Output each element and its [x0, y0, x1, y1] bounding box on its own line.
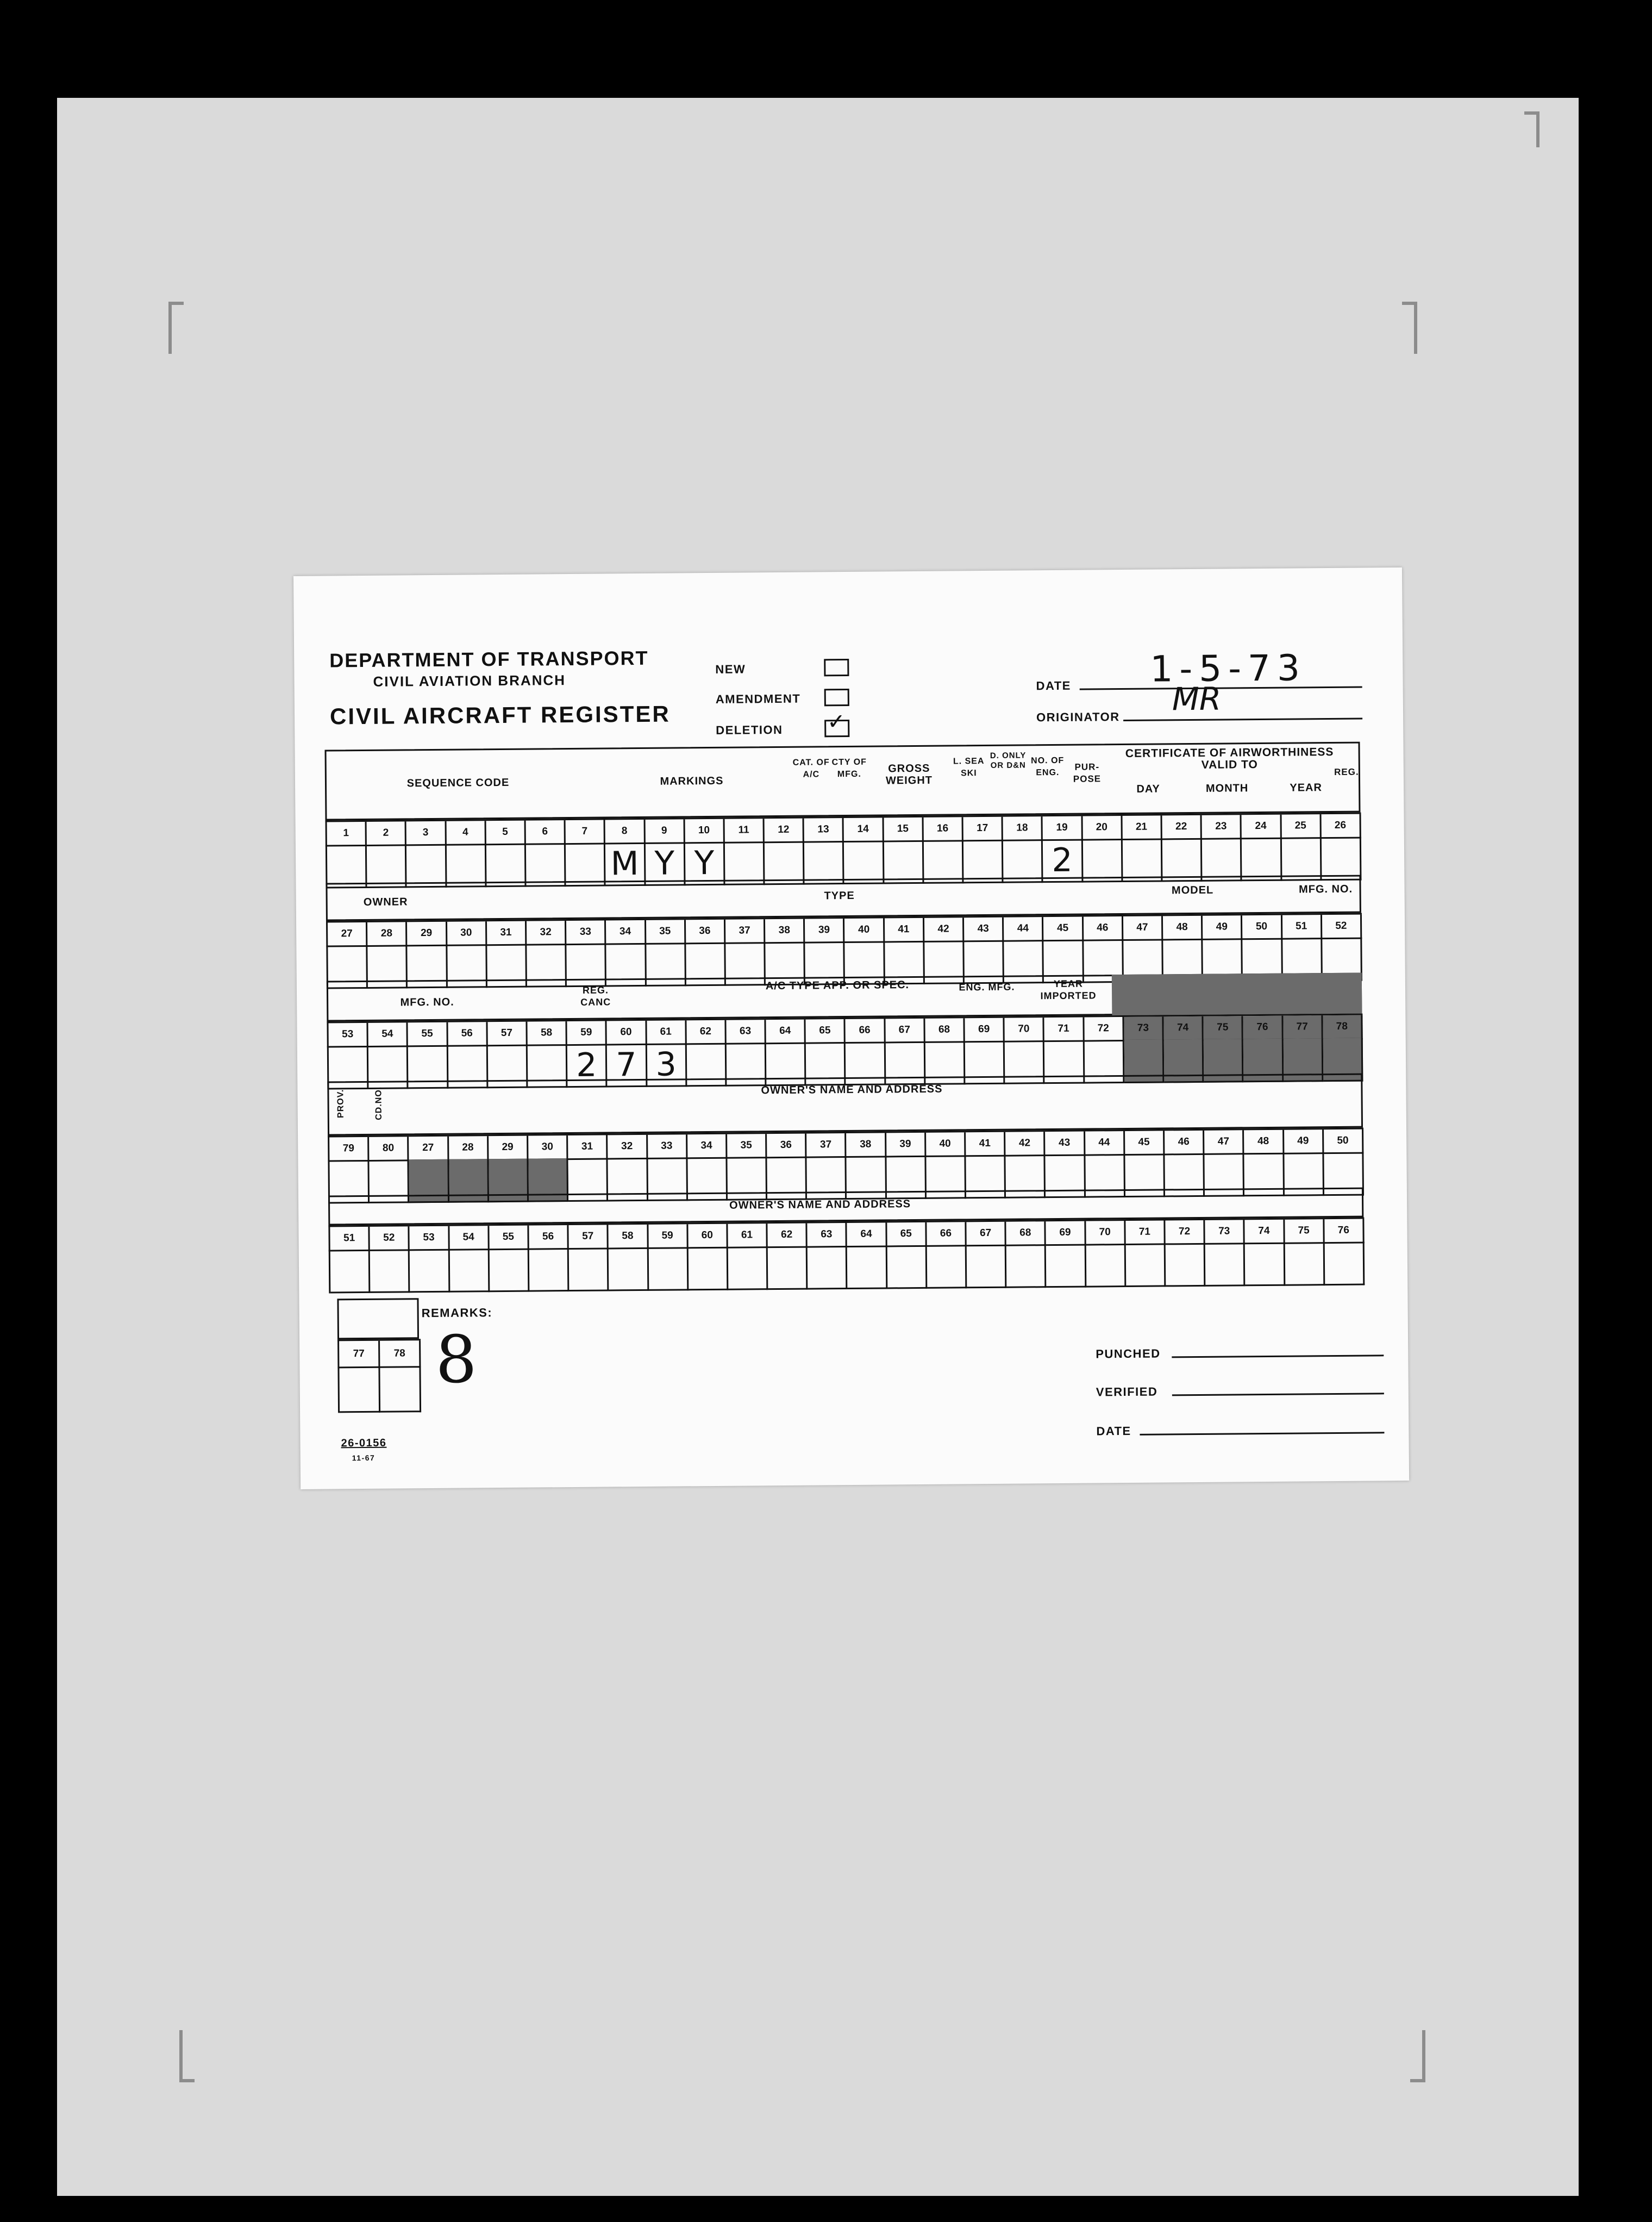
row4-col-number: 48	[1244, 1130, 1284, 1155]
row5-col-number: 61	[728, 1224, 768, 1249]
originator-line	[1123, 718, 1362, 721]
row5-col-number: 53	[410, 1226, 450, 1251]
row3-col-number: 69	[965, 1018, 1005, 1043]
row1-col-number: 4	[446, 821, 486, 846]
row4-col-number: 43	[1045, 1132, 1085, 1157]
row5-col-number: 72	[1165, 1220, 1205, 1245]
row2-col-number: 46	[1084, 916, 1124, 941]
row3-col-number: 56	[448, 1022, 488, 1047]
prov-header: PROV.	[336, 1089, 346, 1119]
row3-col-number: 63	[726, 1020, 766, 1045]
row1-col-number: 20	[1082, 816, 1123, 841]
remarks-box-top	[337, 1298, 419, 1339]
date-label: DATE	[1036, 678, 1071, 693]
row5-col-number: 52	[370, 1226, 410, 1251]
row1-col-number: 26	[1321, 814, 1361, 839]
row5-col-number: 68	[1006, 1221, 1047, 1246]
row2-col-number: 47	[1123, 916, 1163, 941]
row1-entry-cell[interactable]	[963, 840, 1004, 884]
row1-handwritten-entry: Y	[654, 844, 675, 883]
row1-col-number: 17	[963, 817, 1004, 842]
row4-col-number: 35	[727, 1134, 767, 1159]
cty-header: CTY OF MFG.	[831, 757, 867, 779]
row3-col-number: 59	[567, 1021, 608, 1046]
new-checkbox[interactable]	[824, 659, 849, 676]
row3-col-number: 55	[408, 1022, 448, 1047]
row4-col-number: 50	[1324, 1129, 1364, 1154]
row2-col-number: 52	[1322, 915, 1362, 940]
gross-weight-header: GROSS WEIGHT	[885, 762, 933, 787]
footer-number-cells	[337, 1339, 421, 1368]
row4-col-number: 39	[886, 1133, 927, 1158]
row1-entry-cell[interactable]	[725, 841, 765, 885]
crop-mark-top-right	[1402, 302, 1417, 354]
row1-entry-cell[interactable]	[1322, 837, 1362, 881]
row2-col-number: 41	[885, 918, 925, 943]
row5-col-number: 54	[449, 1226, 490, 1251]
row3-handwritten-entry: 2	[575, 1046, 597, 1084]
row5-col-number: 69	[1046, 1221, 1086, 1246]
row5-entry-cell[interactable]	[609, 1247, 649, 1291]
row5-col-number: 62	[767, 1224, 808, 1249]
row1-col-number: 3	[406, 821, 447, 846]
row2-col-number: 49	[1203, 915, 1243, 940]
row5-col-number: 71	[1125, 1220, 1166, 1245]
row4-col-number: 45	[1125, 1131, 1165, 1156]
row3-col-number: 76	[1243, 1016, 1284, 1041]
crop-mark-top-left	[168, 302, 184, 354]
row1-col-number: 24	[1242, 815, 1282, 840]
row1-entry-cell[interactable]	[844, 840, 884, 884]
row1-entry-cell[interactable]	[765, 841, 805, 885]
row5-col-number: 67	[966, 1222, 1006, 1247]
markings-header: MARKINGS	[660, 775, 724, 788]
reg-header: REG.	[1334, 766, 1359, 777]
row5-col-number: 63	[808, 1223, 848, 1248]
row3-col-number: 74	[1163, 1016, 1204, 1041]
row1-col-number: 8	[605, 820, 646, 845]
row1-col-number: 1	[327, 822, 367, 847]
row5-col-number: 66	[927, 1222, 967, 1247]
row1-col-number: 2	[367, 821, 407, 846]
owner-address-header-2: OWNER'S NAME AND ADDRESS	[729, 1198, 911, 1212]
row1-entry-cell[interactable]	[804, 841, 844, 885]
row3-col-number: 62	[686, 1020, 727, 1045]
row3-col-number: 70	[1005, 1018, 1045, 1043]
type-header: TYPE	[824, 889, 855, 902]
row5-col-number: 65	[887, 1222, 927, 1247]
punched-line	[1172, 1355, 1384, 1358]
row5-entry-cell[interactable]	[648, 1247, 689, 1291]
row2-col-number: 51	[1282, 915, 1322, 940]
row2-col-number: 27	[328, 922, 368, 947]
footer-entry-77[interactable]	[339, 1366, 380, 1413]
row2-col-number: 42	[924, 917, 965, 943]
row3-col-number: 68	[925, 1018, 965, 1043]
row4-col-number: 49	[1284, 1129, 1324, 1154]
row5-col-number: 57	[569, 1225, 609, 1250]
row5-col-number: 59	[648, 1224, 689, 1249]
row5-col-number: 70	[1086, 1221, 1126, 1246]
row5-entry-cell[interactable]	[768, 1246, 808, 1290]
row1-entry-cell[interactable]	[1123, 838, 1163, 882]
originator-label: ORIGINATOR	[1036, 710, 1120, 725]
deletion-check-mark: ✓	[827, 709, 846, 735]
row1-col-number: 25	[1281, 814, 1322, 839]
date-value: 1-5-73	[1150, 647, 1307, 690]
model-header: MODEL	[1171, 884, 1214, 897]
row3-col-number: 53	[328, 1023, 368, 1048]
row4-col-number: 31	[568, 1135, 608, 1160]
cat-header: CAT. OF A/C	[792, 758, 830, 779]
row1-col-number: 23	[1202, 815, 1242, 840]
row4-col-number: 40	[926, 1132, 966, 1157]
amendment-label: AMENDMENT	[715, 691, 801, 706]
row1-col-number: 6	[525, 820, 566, 845]
row1-col-number: 11	[724, 819, 765, 844]
row5-entry-cell[interactable]	[1125, 1243, 1166, 1287]
row5-col-number: 60	[688, 1224, 728, 1249]
row5-col-number: 56	[529, 1225, 569, 1250]
row1-entry-cell[interactable]	[1162, 838, 1203, 882]
row1-entry-cell[interactable]	[685, 842, 725, 886]
row1-entry-cell[interactable]	[367, 844, 407, 888]
row1-col-number: 7	[566, 820, 606, 845]
cdno-header: CD.NO.	[374, 1086, 384, 1120]
row1-entry-cell[interactable]	[526, 843, 566, 887]
row3-col-number: 54	[368, 1022, 409, 1047]
row3-col-number: 66	[846, 1019, 886, 1044]
no-eng-header: NO. OF ENG.	[1031, 756, 1065, 778]
crop-mark-bottom-left	[179, 2030, 195, 2082]
row4-col-number: 37	[806, 1133, 847, 1158]
row3-col-number: 67	[885, 1019, 925, 1044]
row5-entry-strip	[329, 1242, 1365, 1294]
row1-entry-cell[interactable]	[1082, 839, 1123, 883]
row5-entry-cell[interactable]	[370, 1249, 410, 1293]
row4-col-number: 42	[1005, 1132, 1046, 1157]
row3-shaded-header	[1112, 973, 1362, 1016]
row4-col-number: 33	[648, 1134, 688, 1159]
row5-entry-cell[interactable]	[927, 1245, 967, 1289]
form-number: 26-0156	[341, 1437, 387, 1450]
row4-col-number: 38	[847, 1133, 887, 1158]
row5-entry-cell[interactable]	[1166, 1243, 1206, 1287]
mfg-no-3-header: MFG. NO.	[400, 996, 454, 1009]
crop-mark-corner	[1524, 111, 1540, 147]
row2-col-number: 33	[566, 921, 606, 946]
row4-col-number: 34	[687, 1134, 728, 1159]
row3-handwritten-entry: 3	[655, 1045, 677, 1084]
row4-col-number: 29	[489, 1136, 529, 1161]
row3-handwritten-entry: 7	[616, 1045, 637, 1084]
row3-col-number: 77	[1283, 1015, 1323, 1040]
row5-entry-cell[interactable]	[887, 1245, 927, 1289]
row5-entry-cell[interactable]	[847, 1245, 887, 1289]
row2-col-number: 38	[765, 919, 805, 944]
crop-mark-bottom-right	[1410, 2030, 1425, 2082]
row5-entry-cell[interactable]	[688, 1247, 728, 1291]
month-header: MONTH	[1205, 782, 1249, 795]
row4-col-number: 32	[608, 1135, 648, 1160]
row2-col-number: 29	[407, 922, 447, 947]
row5-entry-cell[interactable]	[449, 1249, 490, 1293]
row5-entry-cell[interactable]	[1324, 1242, 1365, 1286]
row4-header-frame	[327, 1073, 1363, 1136]
owner-header: OWNER	[363, 896, 408, 909]
deletion-checkbox[interactable]	[824, 709, 849, 737]
row5-entry-cell[interactable]	[410, 1249, 450, 1293]
row5-entry-cell[interactable]	[569, 1247, 609, 1291]
row3-col-number: 64	[766, 1020, 806, 1045]
mfg-no-header: MFG. NO.	[1298, 883, 1353, 896]
row1-handwritten-entry: 2	[1052, 841, 1073, 879]
row4-col-number: 47	[1204, 1130, 1244, 1155]
row1-entry-cell[interactable]	[605, 842, 646, 887]
purpose-header: PUR- POSE	[1073, 762, 1102, 784]
row3-col-number: 71	[1044, 1018, 1085, 1043]
day-header: DAY	[1136, 783, 1160, 795]
row5-col-number: 51	[330, 1227, 370, 1252]
row2-col-number: 36	[686, 920, 726, 945]
row1-entry-cell[interactable]	[924, 840, 964, 884]
row4-col-number: 79	[329, 1137, 370, 1162]
row2-col-number: 44	[1004, 917, 1044, 942]
row2-col-number: 34	[606, 920, 646, 945]
footer-date-line	[1140, 1432, 1384, 1435]
branch-title: CIVIL AVIATION BRANCH	[373, 672, 566, 690]
row2-col-number: 30	[447, 921, 487, 946]
row1-col-number: 21	[1122, 815, 1162, 840]
amendment-checkbox[interactable]	[824, 689, 849, 706]
row4-col-number: 46	[1165, 1131, 1205, 1156]
row5-entry-cell[interactable]	[728, 1246, 768, 1290]
row2-col-number: 45	[1043, 917, 1084, 942]
row1-col-number: 14	[844, 817, 884, 842]
footer-entry-78[interactable]	[380, 1366, 421, 1413]
row5-col-number: 64	[847, 1222, 887, 1247]
row3-col-number: 73	[1124, 1016, 1164, 1041]
remarks-label: REMARKS:	[421, 1306, 493, 1320]
deletion-label: DELETION	[716, 722, 783, 737]
row5-entry-cell[interactable]	[1245, 1243, 1285, 1287]
verified-line	[1172, 1393, 1384, 1396]
footer-num-78: 78	[380, 1340, 421, 1368]
row1-entry-cell[interactable]	[1202, 838, 1242, 882]
row5-entry-cell[interactable]	[1006, 1244, 1047, 1288]
civil-aircraft-register-card	[293, 567, 1409, 1489]
ac-type-header: A/C TYPE APP. OR SPEC.	[765, 979, 910, 993]
reg-canc-header: REG. CANC	[580, 984, 611, 1008]
row1-entry-cell[interactable]	[1003, 839, 1043, 883]
row1-entry-cell[interactable]	[645, 842, 685, 886]
row2-col-number: 40	[844, 918, 885, 943]
year-imported-header: YEAR IMPORTED	[1040, 978, 1097, 1002]
row1-col-number: 5	[486, 821, 526, 846]
owner-address-header-1: OWNER'S NAME AND ADDRESS	[761, 1083, 943, 1097]
row4-col-number: 36	[767, 1134, 807, 1159]
punched-label: PUNCHED	[1096, 1346, 1161, 1361]
row2-col-number: 43	[964, 917, 1004, 943]
footer-entry-cells	[337, 1366, 421, 1413]
row4-col-number: 28	[449, 1136, 489, 1161]
row1-col-number: 15	[884, 817, 924, 842]
row5-col-number: 58	[609, 1225, 649, 1250]
row5-entry-cell[interactable]	[529, 1248, 570, 1292]
row2-col-number: 48	[1163, 916, 1203, 941]
row3-col-number: 75	[1204, 1016, 1244, 1041]
row5-col-number: 75	[1285, 1219, 1325, 1244]
row3-col-number: 65	[806, 1019, 846, 1044]
row5-col-number: 74	[1245, 1220, 1285, 1245]
row1-entry-cell[interactable]	[1043, 839, 1083, 883]
row1-col-number: 10	[685, 819, 725, 844]
row3-col-number: 61	[647, 1020, 687, 1045]
row5-entry-cell[interactable]	[1046, 1244, 1086, 1288]
row3-col-number: 58	[527, 1021, 567, 1046]
row1-entry-cell[interactable]	[327, 845, 367, 889]
row5-entry-cell[interactable]	[808, 1246, 848, 1290]
row1-col-number: 22	[1162, 815, 1202, 840]
row1-entry-cell[interactable]	[884, 840, 924, 884]
row5-col-number: 76	[1324, 1219, 1365, 1244]
row1-col-number: 9	[645, 819, 685, 844]
row3-col-number: 72	[1084, 1017, 1124, 1042]
row1-entry-cell[interactable]	[446, 844, 486, 888]
row2-col-number: 32	[527, 921, 567, 946]
row1-entry-cell[interactable]	[566, 843, 606, 887]
row1-col-number: 19	[1043, 816, 1083, 841]
originator-value: MR	[1172, 680, 1222, 718]
row4-col-number: 41	[966, 1132, 1006, 1157]
row1-col-number: 12	[765, 819, 805, 844]
remarks-handwritten-value: 8	[435, 1322, 478, 1398]
lsea-header: L. SEA SKI	[953, 757, 985, 778]
row1-handwritten-entry: Y	[694, 844, 715, 882]
row4-col-number: 44	[1085, 1131, 1125, 1156]
footer-num-77: 77	[339, 1341, 380, 1369]
row1-col-number: 16	[923, 817, 963, 842]
row2-col-number: 28	[367, 922, 408, 947]
row3-col-number: 78	[1323, 1015, 1363, 1040]
row2-col-number: 50	[1242, 915, 1282, 940]
verified-label: VERIFIED	[1096, 1384, 1158, 1399]
footer-date-label: DATE	[1096, 1424, 1131, 1438]
form-date: 11-67	[352, 1453, 376, 1463]
eng-mfg-header: ENG. MFG.	[959, 981, 1015, 993]
row1-entry-cell[interactable]	[406, 844, 447, 888]
row1-col-number: 13	[804, 818, 844, 843]
row5-entry-cell[interactable]	[1205, 1243, 1246, 1287]
row2-col-number: 37	[725, 919, 766, 944]
row4-col-number: 27	[409, 1137, 449, 1162]
row3-col-number: 57	[487, 1022, 528, 1047]
row1-entry-cell[interactable]	[1281, 837, 1322, 881]
row1-col-number: 18	[1003, 816, 1043, 841]
register-title: CIVIL AIRCRAFT REGISTER	[329, 701, 671, 729]
year-header: YEAR	[1290, 782, 1322, 794]
row1-entry-cell[interactable]	[486, 844, 527, 888]
row5-entry-cell[interactable]	[489, 1249, 529, 1293]
row5-entry-cell[interactable]	[1285, 1242, 1325, 1286]
row5-entry-cell[interactable]	[967, 1245, 1007, 1289]
row2-col-number: 31	[487, 921, 527, 946]
row1-handwritten-entry: M	[610, 844, 639, 883]
row5-entry-cell[interactable]	[1086, 1244, 1126, 1288]
new-label: NEW	[715, 662, 746, 676]
row5-col-number: 55	[489, 1226, 529, 1251]
row5-col-number: 73	[1205, 1220, 1245, 1245]
row2-col-number: 39	[805, 919, 845, 944]
donly-header: D. ONLY OR D&N	[990, 751, 1027, 770]
row3-col-number: 60	[607, 1021, 647, 1046]
row1-entry-cell[interactable]	[1242, 838, 1282, 882]
row4-col-number: 30	[528, 1135, 568, 1160]
row4-col-number: 80	[369, 1137, 409, 1162]
cert-header: CERTIFICATE OF AIRWORTHINESS VALID TO	[1125, 745, 1334, 771]
dept-title: DEPARTMENT OF TRANSPORT	[329, 646, 649, 672]
row5-entry-cell[interactable]	[330, 1250, 371, 1294]
sequence-code-header: SEQUENCE CODE	[406, 776, 510, 790]
row2-col-number: 35	[646, 920, 686, 945]
